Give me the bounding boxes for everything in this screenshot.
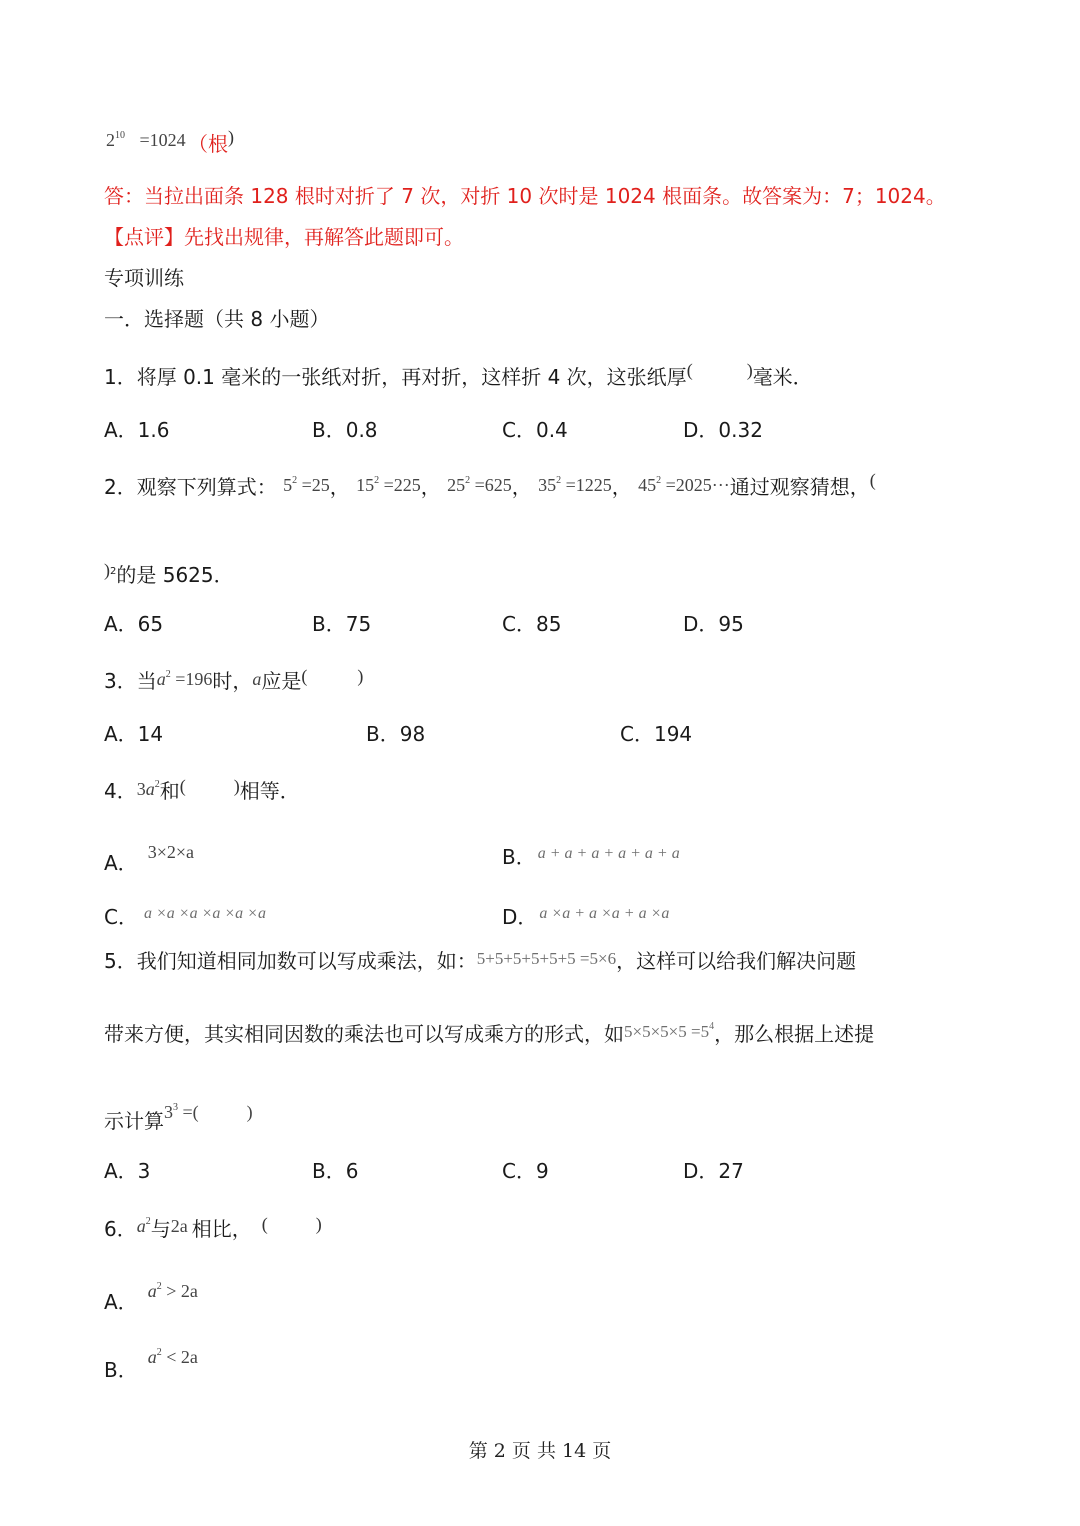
- q3-option-b[interactable]: B．98: [366, 722, 426, 746]
- q1-option-b[interactable]: B．0.8: [312, 418, 378, 442]
- question-6: 6．$a^2$与2a 相比， ( ): [104, 1214, 322, 1241]
- q4-option-b[interactable]: B． $^{a + a + a + a + a + a}$: [502, 845, 680, 869]
- q5-option-d[interactable]: D．27: [683, 1159, 744, 1183]
- q1-option-c[interactable]: C．0.4: [502, 418, 568, 442]
- q5-option-c[interactable]: C．9: [502, 1159, 549, 1183]
- answer-line: 答：当拉出面条 128 根时对折了 7 次，对折 10 次时是 1024 根面条。故答案为：7；1024。: [104, 184, 946, 208]
- question-5-line-1: 5．我们知道相同加数可以写成乘法，如：$^{5+5+5+5+5+5 =5\times 6}$，这样可以给我们解决问题: [104, 949, 857, 973]
- question-2-line-2: )$^2$的是 5625．: [104, 560, 234, 587]
- question-3: 3．当$a^2 =196$时，a应是( ): [104, 666, 364, 693]
- q3-option-c[interactable]: C．194: [620, 722, 693, 746]
- page-footer: 第 2 页 共 14 页: [468, 1440, 612, 1462]
- question-2: 2．观察下列算式： $5^2 =25$， $15^2 =225$， $25^2 =625$， $35^2 =1225$， $45^2 =2025\cdot\cdot\cdot$通过观察猜想，(: [104, 470, 876, 499]
- q1-option-d[interactable]: D．0.32: [683, 418, 763, 442]
- part-title: 一．选择题（共 8 小题）: [104, 307, 330, 331]
- question-5-line-3: 示计算$3^3$ =( ): [104, 1102, 253, 1133]
- q2-option-a[interactable]: A．65: [104, 612, 164, 636]
- question-5-line-2: 带来方便，其实相同因数的乘法也可以写成乘方的形式，如$^{5\times 5\times 5\times 5 =5^4}$，那么根据上述提: [104, 1021, 875, 1046]
- question-1: 1．将厚 0.1 毫米的一张纸对折，再对折，这样折 4 次，这张纸厚( )毫米．: [104, 360, 813, 389]
- q5-option-b[interactable]: B．6: [312, 1159, 359, 1183]
- question-4: 4．$3a^2$和( )相等．: [104, 776, 300, 803]
- q4-option-a[interactable]: A． 3×2×a: [104, 842, 194, 875]
- q6-option-a[interactable]: A． $a^2 > 2a$: [104, 1281, 198, 1314]
- carry-unit: （根): [188, 127, 234, 156]
- q6-option-b[interactable]: B．$a^2 < 2a$: [104, 1347, 198, 1382]
- comment-line: 【点评】先找出规律，再解答此题即可。: [104, 225, 464, 249]
- q2-option-c[interactable]: C．85: [502, 612, 562, 636]
- q4-option-c[interactable]: C． $^{a \times a \times a \times a \times a \times a}$: [104, 905, 266, 929]
- section-title: 专项训练: [104, 266, 184, 290]
- q2-option-d[interactable]: D．95: [683, 612, 744, 636]
- q4-option-d[interactable]: D． $^{a \times a + a \times a + a \times a}$: [502, 905, 670, 929]
- q1-option-a[interactable]: A．1.6: [104, 418, 170, 442]
- q2-option-b[interactable]: B．75: [312, 612, 372, 636]
- q3-option-a[interactable]: A．14: [104, 722, 164, 746]
- carry-expression: $2^{10} =1024$: [106, 130, 186, 150]
- q5-option-a[interactable]: A．3: [104, 1159, 151, 1183]
